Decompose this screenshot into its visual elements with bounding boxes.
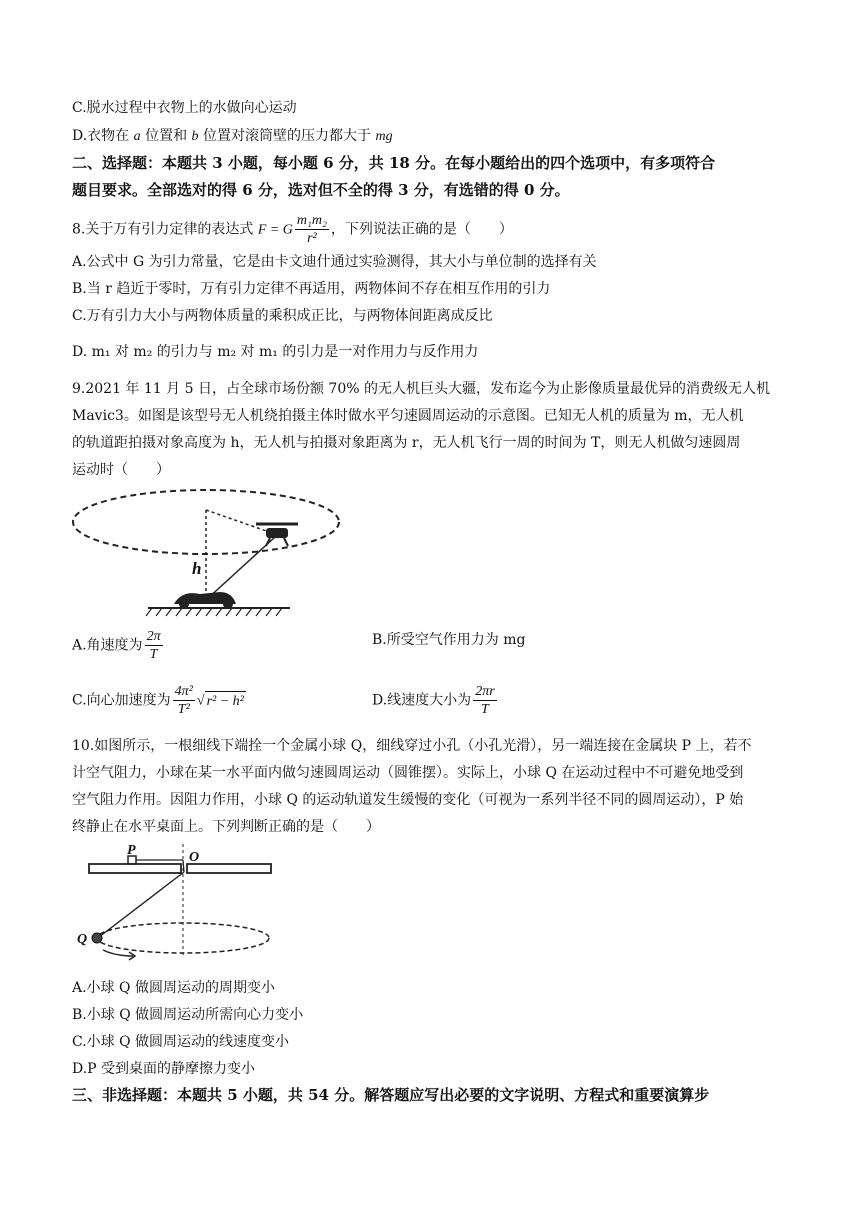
q7-option-c: C.脱水过程中衣物上的水做向心运动	[72, 100, 297, 116]
q8-stem	[72, 212, 513, 247]
q10-fig-label-p: P	[127, 843, 136, 858]
q8-formula-num: m₁m₂	[296, 213, 327, 228]
q8-option-a: A.公式中 G 为引力常量，它是由卡文迪什通过实验测得，其大小与单位制的选择有关	[72, 254, 597, 270]
q8-option-d: D. m₁ 对 m₂ 的引力与 m₂ 对 m₁ 的引力是一对作用力与反作用力	[72, 344, 479, 360]
q9-a-fraction	[145, 628, 163, 663]
q9-stem-line2: Mavic3。如图是该型号无人机绕拍摄主体时做水平匀速圆周运动的示意图。已知无人机的质量为 m，无人机	[72, 408, 744, 424]
q8-formula-fraction	[295, 212, 329, 247]
q9-c-den: T²	[177, 702, 190, 717]
q9-option-c	[72, 683, 246, 718]
drone-icon	[256, 524, 298, 546]
section3-heading-line1: 三、非选择题：本题共 5 小题，共 54 分。解答题应写出必要的文字说明、方程式和重要演算步	[72, 1086, 710, 1104]
q9-drone-figure	[70, 482, 350, 617]
q9-c-text: C.向心加速度为	[72, 692, 171, 709]
q10-option-c: C.小球 Q 做圆周运动的线速度变小	[72, 1034, 290, 1050]
q9-a-den: T	[149, 647, 158, 662]
q9-option-a	[72, 628, 165, 663]
sqrt-icon: √	[196, 693, 205, 709]
q10-stem-line1: 10.如图所示，一根细线下端拴一个金属小球 Q，细线穿过小孔（小孔光滑），另一端连接在金属块 P 上，若不	[72, 738, 752, 754]
q8-stem-tail: ，下列说法正确的是（ ）	[330, 221, 513, 238]
subject-car-icon	[174, 592, 236, 609]
q7-option-d	[72, 126, 393, 147]
q7-d-var-a: a	[133, 129, 141, 144]
q9-option-b: B.所受空气作用力为 mg	[372, 632, 526, 648]
q9-d-den: T	[481, 702, 489, 717]
section2-heading-line2: 题目要求。全部选对的得 6 分，选对但不全的得 3 分，有选错的得 0 分。	[72, 181, 570, 199]
q7-d-var-mg: mg	[375, 129, 393, 144]
q7-d-text: D.衣物在	[72, 128, 134, 144]
q9-stem-line4: 运动时（ ）	[72, 462, 170, 478]
q9-stem-line1: 9.2021 年 11 月 5 日，占全球市场份额 70% 的无人机巨头大疆，发布迄今为止影像质量最优异的消费级无人机	[72, 381, 770, 397]
q7-d-text-3: 位置对滚筒壁的压力都大于	[198, 128, 376, 144]
q9-option-d	[372, 683, 499, 718]
motion-arrow-icon	[103, 950, 133, 956]
q9-c-fraction	[173, 683, 195, 718]
section2-heading-line1: 二、选择题：本题共 3 小题，每小题 6 分，共 18 分。在每小题给出的四个选项中，有多项符合	[72, 154, 716, 172]
q7-d-text-2: 位置和	[140, 128, 192, 144]
q10-stem-line4: 终静止在水平桌面上。下列判断正确的是（ ）	[72, 819, 380, 835]
q10-fig-label-q: Q	[77, 932, 88, 947]
q9-d-num: 2πr	[475, 684, 495, 699]
q9-fig-label-h: h	[192, 559, 202, 578]
q9-c-sqrt: r² − h²	[205, 691, 246, 712]
q9-d-fraction	[473, 683, 496, 718]
q8-option-c: C.万有引力大小与两物体质量的乘积成正比，与两物体间距离成反比	[72, 308, 493, 324]
q9-d-text: D.线速度大小为	[372, 692, 472, 709]
q8-formula-den: r²	[307, 231, 317, 246]
q10-option-b: B.小球 Q 做圆周运动所需向心力变小	[72, 1007, 304, 1023]
q10-stem-line2: 计空气阻力，小球在某一水平面内做匀速圆周运动（圆锥摆）。实际上，小球 Q 在运动过程中不可避免地受到	[72, 765, 744, 781]
q10-fig-label-o: O	[189, 850, 200, 865]
q8-option-b: B.当 r 趋近于零时，万有引力定律不再适用，两物体间不存在相互作用的引力	[72, 281, 551, 297]
q8-stem-text: 8.关于万有引力定律的表达式	[72, 221, 258, 238]
q8-formula-lhs: F = G	[257, 222, 293, 238]
q10-option-d: D.P 受到桌面的静摩擦力变小	[72, 1061, 256, 1077]
q10-stem-line3: 空气阻力作用。因阻力作用，小球 Q 的运动轨道发生缓慢的变化（可视为一系列半径不同的圆周运动），P 始	[72, 792, 744, 808]
q10-option-a: A.小球 Q 做圆周运动的周期变小	[72, 980, 275, 996]
q9-c-num: 4π²	[174, 684, 193, 699]
q9-stem-line3: 的轨道距拍摄对象高度为 h，无人机与拍摄对象距离为 r，无人机飞行一周的时间为 T，则无人机做匀速圆周	[72, 435, 741, 451]
q9-a-num: 2π	[146, 629, 161, 644]
q7-d-var-b: b	[191, 129, 199, 144]
ball-q-icon	[92, 933, 102, 943]
q9-a-text: A.角速度为	[72, 637, 143, 654]
q10-conical-pendulum-figure	[75, 842, 275, 972]
